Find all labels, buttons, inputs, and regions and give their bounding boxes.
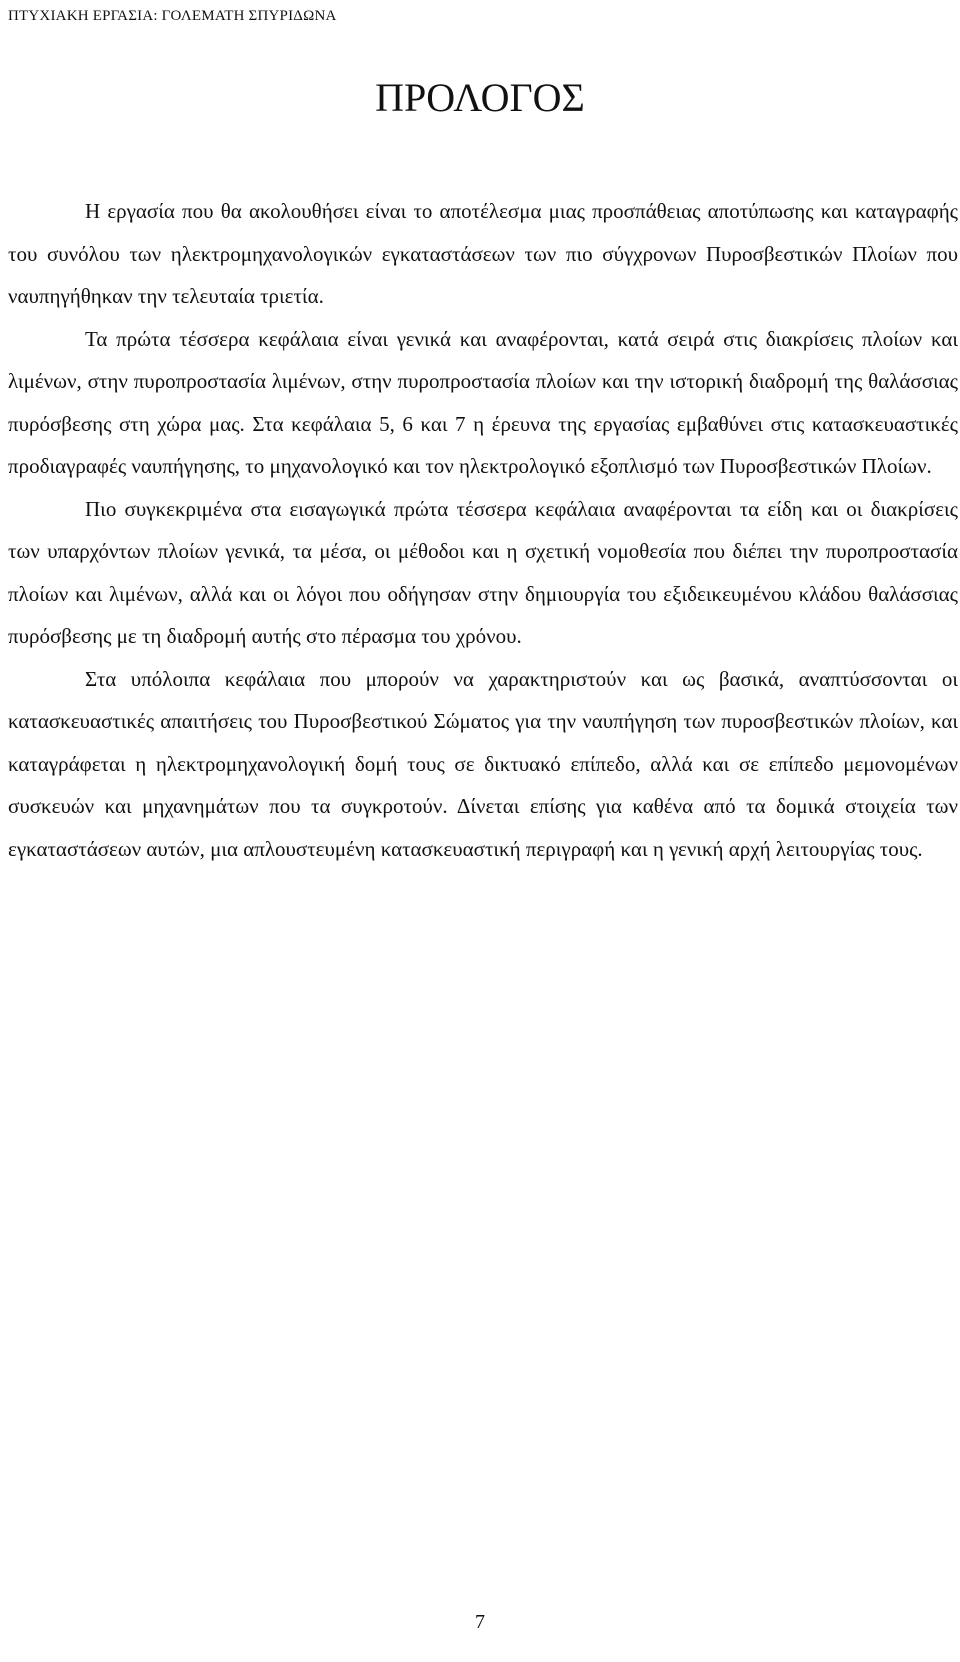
- paragraph: Πιο συγκεκριμένα στα εισαγωγικά πρώτα τέσσερα κεφάλαια αναφέρονται τα είδη και οι διακρίσεις των υπαρχόντων πλοίων γενικά, τα μέσα, οι μέθοδοι και η σχετική νομοθεσία που διέπει την πυροπροστασία πλοίων και λιμένων, αλλά και οι λόγοι που οδήγησαν στην δημιουργία του εξιδεικευμένου κλάδου θαλάσσιας πυρόσβεσης με τη διαδρομή αυτής στο πέρασμα του χρόνου.: [8, 496, 958, 648]
- running-header: [8, 6, 337, 26]
- paragraph: Η εργασία που θα ακολουθήσει είναι το αποτέλεσμα μιας προσπάθειας αποτύπωσης και καταγραφής του συνόλου των ηλεκτρομηχανολογικών εγκαταστάσεων των πιο σύγχρονων Πυροσβεστικών Πλοίων που ναυπηγήθηκαν την τελευταία τριετία.: [8, 199, 958, 308]
- page-number: 7: [475, 1611, 485, 1633]
- paragraph: Στα υπόλοιπα κεφάλαια που μπορούν να χαρακτηριστούν και ως βασικά, αναπτύσσονται οι κατασκευαστικές απαιτήσεις του Πυροσβεστικού Σώματος για την ναυπήγηση των πυροσβεστικών πλοίων, και καταγράφεται η ηλεκτρομηχανολογική δομή τους σε δικτυακό επίπεδο, αλλά και σε επίπεδο μεμονομένων συσκευών και μηχανημάτων που τα συγκροτούν. Δίνεται επίσης για καθένα από τα δομικά στοιχεία των εγκαταστάσεων αυτών, μια απλουστευμένη κατασκευαστική περιγραφή και η γενική αρχή λειτουργίας τους.: [8, 666, 958, 861]
- page-title: ΠΡΟΛΟΓΟΣ: [375, 75, 585, 120]
- document-body: [8, 190, 958, 870]
- paragraph: Τα πρώτα τέσσερα κεφάλαια είναι γενικά και αναφέρονται, κατά σειρά στις διακρίσεις πλοίων και λιμένων, στην πυροπροστασία λιμένων, στην πυροπροστασία πλοίων και την ιστορική διαδρομή της θαλάσσιας πυρόσβεσης στη χώρα μας. Στα κεφάλαια 5, 6 και 7 η έρευνα της εργασίας εμβαθύνει στις κατασκευαστικές προδιαγραφές ναυπήγησης, το μηχανολογικό και τον ηλεκτρολογικό εξοπλισμό των Πυροσβεστικών Πλοίων.: [8, 326, 958, 478]
- running-header-text: ΠΤΥΧΙΑΚΗ ΕΡΓΑΣΙΑ: ΓΟΛΕΜΑΤΗ ΣΠΥΡΙΔΩΝΑ: [8, 8, 337, 24]
